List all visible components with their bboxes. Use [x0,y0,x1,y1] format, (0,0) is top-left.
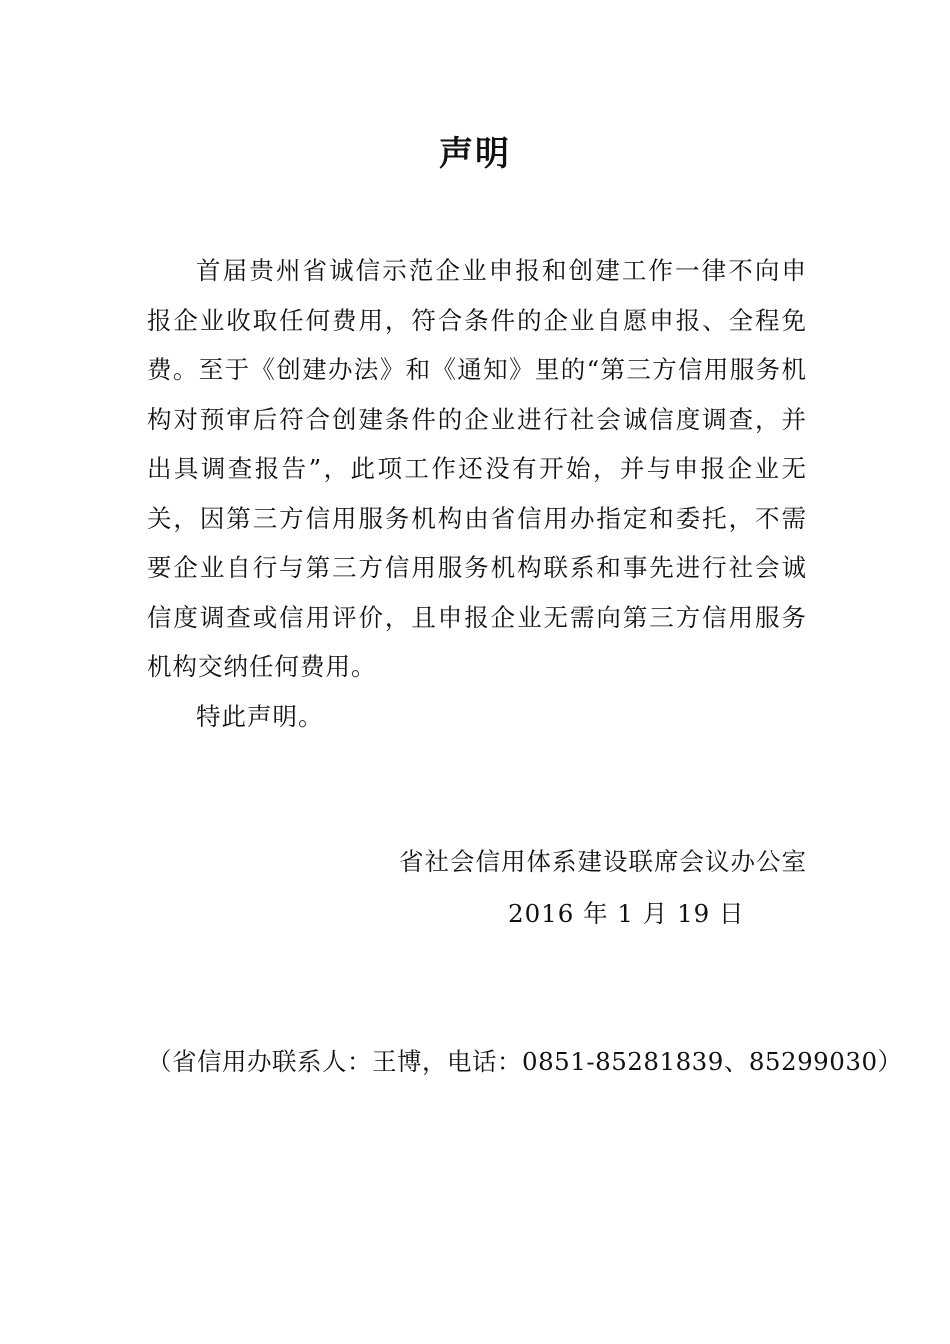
issuer-signature: 省社会信用体系建设联席会议办公室 [399,847,807,876]
contact-info: （省信用办联系人：王博，电话：0851-85281839、85299030） [147,1047,903,1076]
document-title: 声明 [439,134,511,174]
main-paragraph: 首届贵州省诚信示范企业申报和创建工作一律不向申报企业收取任何费用，符合条件的企业自愿申报、全程免费。至于《创建办法》和《通知》里的“第三方信用服务机构对预审后符合创建条件的企业进行社会诚信度调查，并出具调查报告”，此项工作还没有开始，并与申报企业无关，因第三方信用服务机构由省信用办指定和委托，不需要企业自行与第三方信用服务机构联系和事先进行社会诚信度调查或信用评价，且申报企业无需向第三方信用服务机构交纳任何费用。 [147,256,807,681]
issue-date: 2016 年 1 月 19 日 [508,899,745,928]
closing-statement: 特此声明。 [196,702,324,731]
